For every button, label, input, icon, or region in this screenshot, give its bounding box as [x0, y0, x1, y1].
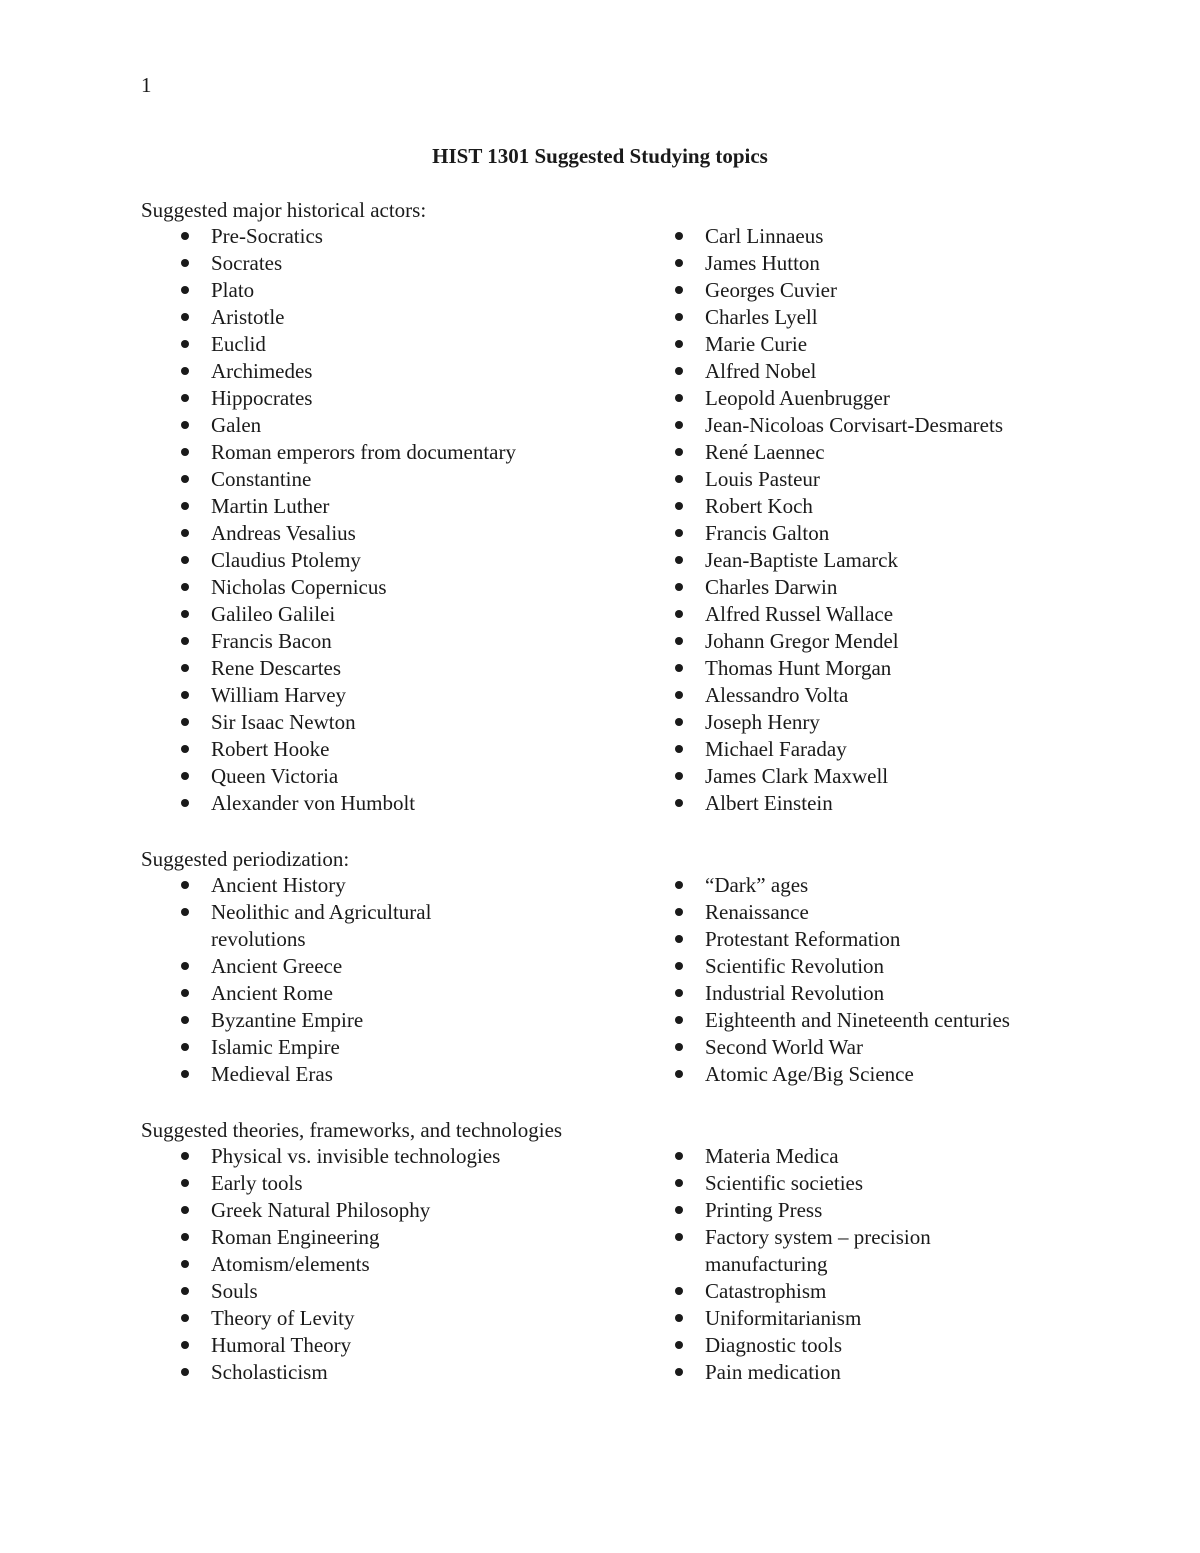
list-item: Carl Linnaeus [675, 223, 1003, 250]
list-item: Andreas Vesalius [181, 520, 516, 547]
document-title: HIST 1301 Suggested Studying topics [432, 144, 768, 168]
list-item: Aristotle [181, 304, 516, 331]
section-heading-theories: Suggested theories, frameworks, and technologies [141, 1118, 563, 1142]
list-item: Industrial Revolution [675, 980, 1010, 1007]
list-item: Atomic Age/Big Science [675, 1061, 1010, 1088]
list-item: James Hutton [675, 250, 1003, 277]
list-item: Marie Curie [675, 331, 1003, 358]
list-item: Euclid [181, 331, 516, 358]
actors-list-left [181, 223, 516, 817]
list-item: Printing Press [675, 1197, 975, 1224]
list-item: Robert Koch [675, 493, 1003, 520]
list-item: Jean-Baptiste Lamarck [675, 547, 1003, 574]
list-item: Hippocrates [181, 385, 516, 412]
list-item: Scientific Revolution [675, 953, 1010, 980]
list-item: Alexander von Humbolt [181, 790, 516, 817]
list-item: Thomas Hunt Morgan [675, 655, 1003, 682]
list-item: Scientific societies [675, 1170, 975, 1197]
list-item: Johann Gregor Mendel [675, 628, 1003, 655]
list-item: Factory system – precision manufacturing [675, 1224, 975, 1278]
list-item: Greek Natural Philosophy [181, 1197, 500, 1224]
list-item: Galen [181, 412, 516, 439]
list-item: Eighteenth and Nineteenth centuries [675, 1007, 1010, 1034]
list-item: Renaissance [675, 899, 1010, 926]
list-item: Protestant Reformation [675, 926, 1010, 953]
list-item: Martin Luther [181, 493, 516, 520]
list-item: Louis Pasteur [675, 466, 1003, 493]
list-item: Catastrophism [675, 1278, 975, 1305]
list-item: Atomism/elements [181, 1251, 500, 1278]
periodization-list-left [181, 872, 481, 1088]
list-item: Albert Einstein [675, 790, 1003, 817]
actors-list-right [675, 223, 1003, 817]
list-item: Archimedes [181, 358, 516, 385]
list-item: Robert Hooke [181, 736, 516, 763]
list-item: Diagnostic tools [675, 1332, 975, 1359]
list-item: Francis Galton [675, 520, 1003, 547]
list-item: Alessandro Volta [675, 682, 1003, 709]
list-item: Constantine [181, 466, 516, 493]
list-item: Physical vs. invisible technologies [181, 1143, 500, 1170]
list-item: Ancient Rome [181, 980, 481, 1007]
list-item: William Harvey [181, 682, 516, 709]
theories-list-left [181, 1143, 500, 1386]
list-item: René Laennec [675, 439, 1003, 466]
list-item: James Clark Maxwell [675, 763, 1003, 790]
list-item: Early tools [181, 1170, 500, 1197]
list-item: Roman emperors from documentary [181, 439, 516, 466]
list-item: Pain medication [675, 1359, 975, 1386]
list-item: Michael Faraday [675, 736, 1003, 763]
list-item: Alfred Russel Wallace [675, 601, 1003, 628]
list-item: Georges Cuvier [675, 277, 1003, 304]
list-item: Materia Medica [675, 1143, 975, 1170]
list-item: Islamic Empire [181, 1034, 481, 1061]
list-item: Humoral Theory [181, 1332, 500, 1359]
list-item: Roman Engineering [181, 1224, 500, 1251]
list-item: Socrates [181, 250, 516, 277]
list-item: Ancient History [181, 872, 481, 899]
list-item: Claudius Ptolemy [181, 547, 516, 574]
list-item: Scholasticism [181, 1359, 500, 1386]
list-item: Francis Bacon [181, 628, 516, 655]
list-item: Second World War [675, 1034, 1010, 1061]
list-item: Charles Lyell [675, 304, 1003, 331]
list-item: Alfred Nobel [675, 358, 1003, 385]
list-item: Rene Descartes [181, 655, 516, 682]
list-item: “Dark” ages [675, 872, 1010, 899]
list-item: Neolithic and Agricultural revolutions [181, 899, 481, 953]
list-item: Queen Victoria [181, 763, 516, 790]
list-item: Medieval Eras [181, 1061, 481, 1088]
list-item: Uniformitarianism [675, 1305, 975, 1332]
list-item: Nicholas Copernicus [181, 574, 516, 601]
list-item: Jean-Nicoloas Corvisart-Desmarets [675, 412, 1003, 439]
section-heading-periodization: Suggested periodization: [141, 847, 350, 871]
list-item: Charles Darwin [675, 574, 1003, 601]
list-item: Leopold Auenbrugger [675, 385, 1003, 412]
list-item: Plato [181, 277, 516, 304]
list-item: Galileo Galilei [181, 601, 516, 628]
list-item: Sir Isaac Newton [181, 709, 516, 736]
page-number: 1 [141, 73, 152, 97]
list-item: Joseph Henry [675, 709, 1003, 736]
periodization-list-right [675, 872, 1010, 1088]
list-item: Ancient Greece [181, 953, 481, 980]
list-item: Byzantine Empire [181, 1007, 481, 1034]
list-item: Souls [181, 1278, 500, 1305]
list-item: Pre-Socratics [181, 223, 516, 250]
theories-list-right [675, 1143, 975, 1386]
section-heading-actors: Suggested major historical actors: [141, 198, 427, 222]
list-item: Theory of Levity [181, 1305, 500, 1332]
